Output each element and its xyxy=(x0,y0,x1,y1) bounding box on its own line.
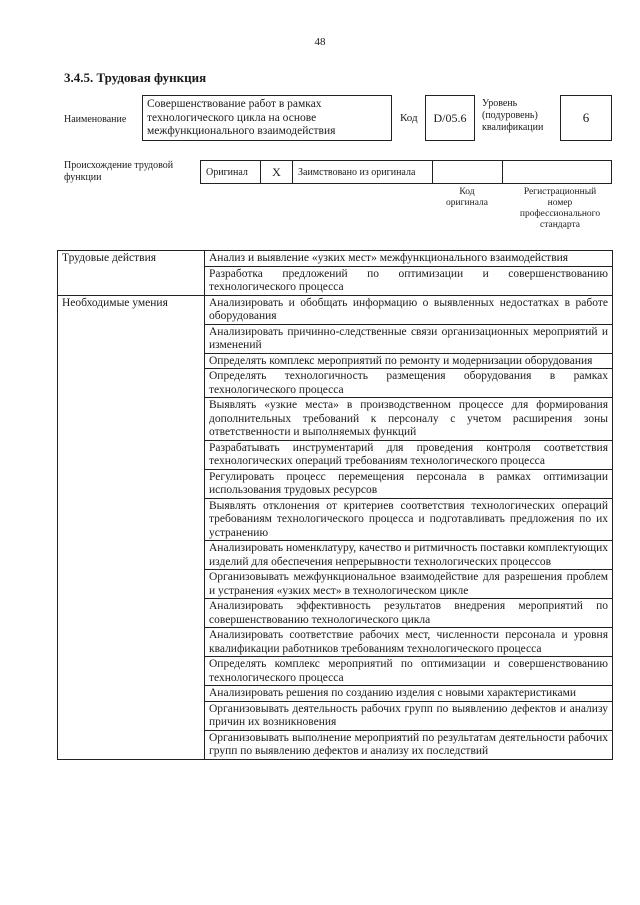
level-label-line: (подуровень) xyxy=(482,110,538,121)
origin-label-line: функции xyxy=(64,172,102,183)
level-label xyxy=(482,98,543,134)
code-box: D/05.6 xyxy=(425,95,475,141)
row-item: Определять комплекс мероприятий по оптимизации и совершенствованию технологического процесса xyxy=(205,657,613,686)
origin-borrowed-label: Заимствовано из оригинала xyxy=(298,166,416,178)
name-label: Наименование xyxy=(64,114,127,125)
name-box xyxy=(142,95,392,141)
table-row xyxy=(58,251,613,267)
origin-mark-cell xyxy=(261,161,293,183)
row-item: Выявлять отклонения от критериев соответствия технологических операций требованиям технологического процесса и подготавливать предложения по их устранению xyxy=(205,498,613,541)
reg-number-line: стандарта xyxy=(540,220,580,230)
row-category: Необходимые умения xyxy=(58,295,205,759)
section-title: 3.4.5. Трудовая функция xyxy=(64,70,207,85)
code-original-line: Код xyxy=(459,187,475,197)
origin-reg-cell xyxy=(503,161,611,183)
origin-label xyxy=(64,160,173,184)
labor-function-table xyxy=(57,250,613,760)
row-item: Выявлять «узкие места» в производственном процессе для формирования дополнительных требований к персоналу с учетом расширения зоны ответственности и выполняемых функций xyxy=(205,398,613,441)
name-line: технологического цикла на основе xyxy=(147,111,317,124)
origin-label-line: Происхождение трудовой xyxy=(64,160,174,171)
row-item: Анализировать решения по созданию изделия с новыми характеристиками xyxy=(205,686,613,702)
code-original-caption xyxy=(432,187,502,209)
row-item: Организовывать выполнение мероприятий по результатам деятельности рабочих групп по выявлению дефектов и анализу их последствий xyxy=(205,730,613,759)
row-item: Разрабатывать инструментарий для проведения контроля соответствия технологических операций требованиям технологического процесса xyxy=(205,440,613,469)
row-item: Регулировать процесс перемещения персонала в рамках оптимизации использования трудовых ресурсов xyxy=(205,469,613,498)
row-item: Разработка предложений по оптимизации и совершенствованию технологического процесса xyxy=(205,266,613,295)
reg-number-line: профессионального xyxy=(519,209,601,219)
reg-number-caption xyxy=(506,187,614,231)
level-label-line: квалификации xyxy=(482,122,544,133)
row-item: Анализировать номенклатуру, качество и ритмичность поставки комплектующих изделий для обеспечения непрерывности технологических процессов xyxy=(205,541,613,570)
row-item: Определять технологичность размещения оборудования в рамках технологического процесса xyxy=(205,369,613,398)
origin-original-cell xyxy=(201,161,261,183)
origin-borrowed-cell xyxy=(293,161,433,183)
row-item: Анализировать эффективность результатов внедрения мероприятий по совершенствованию технологического цикла xyxy=(205,599,613,628)
reg-number-line: Регистрационный xyxy=(523,187,597,197)
reg-number-line: номер xyxy=(547,198,573,208)
code-original-line: оригинала xyxy=(446,198,488,208)
level-label-line: Уровень xyxy=(482,98,518,109)
code-label: Код xyxy=(400,112,418,124)
row-item: Анализ и выявление «узких мест» межфункционального взаимодействия xyxy=(205,251,613,267)
origin-code-cell xyxy=(433,161,503,183)
row-category: Трудовые действия xyxy=(58,251,205,296)
origin-original-label: Оригинал xyxy=(206,166,248,178)
row-item: Анализировать причинно-следственные связи организационных мероприятий и изменений xyxy=(205,324,613,353)
level-box: 6 xyxy=(560,95,612,141)
row-item: Анализировать соответствие рабочих мест, численности персонала и уровня квалификации работников требованиям технологического процесса xyxy=(205,628,613,657)
page-number: 48 xyxy=(314,36,326,48)
origin-row xyxy=(200,160,612,184)
row-item: Организовывать межфункциональное взаимодействие для разрешения проблем и устранения «узких мест» в технологическом цикле xyxy=(205,570,613,599)
row-item: Организовывать деятельность рабочих групп по выявлению дефектов и анализу причин их возникновения xyxy=(205,701,613,730)
name-line: межфункционального взаимодействия xyxy=(147,125,336,137)
name-line: Совершенствование работ в рамках xyxy=(147,98,322,110)
labor-function-table-body xyxy=(58,251,613,760)
origin-mark: X xyxy=(272,164,281,179)
table-row xyxy=(58,295,613,324)
row-item: Определять комплекс мероприятий по ремонту и модернизации оборудования xyxy=(205,353,613,369)
row-item: Анализировать и обобщать информацию о выявленных недостатках в работе оборудования xyxy=(205,295,613,324)
